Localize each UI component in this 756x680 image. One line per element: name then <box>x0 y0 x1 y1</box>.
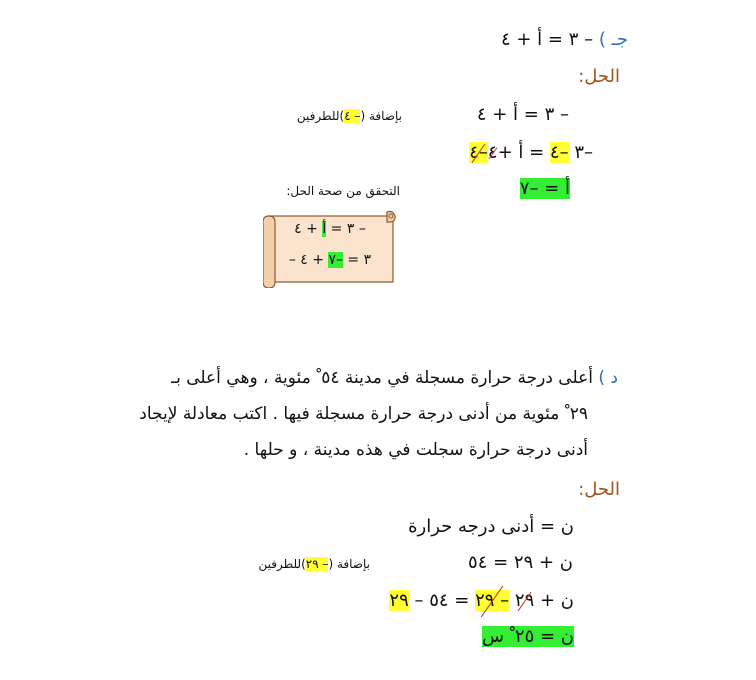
part-c-result-value: أ = –٧ <box>519 178 570 199</box>
part-c-step2-c: = أ + <box>497 142 550 163</box>
part-c-step2-d: ٤ <box>487 142 498 163</box>
part-d-result-value: ن = ٢٥ ْ س <box>481 626 574 647</box>
part-c-equation: – ٣ = أ + ٤ <box>500 29 594 50</box>
part-d-step2-e: = ٥٤ – <box>408 590 476 611</box>
part-c-add-note <box>278 109 402 123</box>
part-c-note-suffix: )للطرفين <box>296 109 345 123</box>
part-d-step1: ن + ٢٩ = ٥٤ <box>468 552 573 573</box>
part-d-problem-line1 <box>100 368 618 388</box>
part-d-letter: د ) <box>598 368 618 388</box>
part-d-problem-line2: ٢٩ ْ مئوية من أدنى درجة حرارة مسجلة فيها . اكتب معادلة لإيجاد <box>139 404 588 424</box>
part-c-step2-e: –٤ <box>469 142 488 163</box>
part-d-note-value: – ٢٩ <box>305 557 329 571</box>
check-line2-b: –٧ <box>328 252 343 268</box>
part-c-check-label: التحقق من صحة الحل: <box>286 184 400 198</box>
part-c-step2-b: –٤ <box>549 142 569 163</box>
part-d-note-prefix: بإضافة ( <box>328 557 370 571</box>
check-line1-a: – ٣ = <box>326 221 366 237</box>
part-d-step2 <box>376 590 574 611</box>
check-line2-c: + ٤ <box>300 252 329 268</box>
check-line1-c: + ٤ <box>294 221 323 237</box>
part-d-define: ن = أدنى درجه حرارة <box>408 516 574 537</box>
part-d-solution-label: الحل: <box>578 479 620 500</box>
part-c-step1: – ٣ = أ + ٤ <box>476 104 569 125</box>
check-line1-b: أ <box>322 221 327 237</box>
check-line2-a: – ٣ = <box>288 252 372 268</box>
part-d-result <box>470 626 574 647</box>
part-d-step2-d: – ٢٩ <box>475 590 510 611</box>
part-c-step2 <box>445 142 593 163</box>
part-c-step2-a: –٣ <box>568 142 593 163</box>
part-c-result <box>510 178 570 199</box>
part-c-letter: جـ ) <box>598 29 628 50</box>
check-scroll-box <box>263 210 397 286</box>
part-d-problem-line3: أدنى درجة حرارة سجلت في هذه مدينة ، و حلها . <box>243 440 588 460</box>
part-d-line1-text: أعلى درجة حرارة مسجلة في مدينة ٥٤ ْ مئوية ، وهي أعلى بـ <box>171 368 593 388</box>
part-d-step2-b: ٢٩ <box>514 590 535 611</box>
part-c-solution-label: الحل: <box>578 66 620 87</box>
part-c-heading <box>488 29 628 50</box>
part-d-add-note <box>240 557 370 571</box>
part-d-note-suffix: )للطرفين <box>258 557 306 571</box>
part-c-note-value: – ٤ <box>344 109 361 123</box>
part-d-step2-f: ٢٩ <box>389 590 409 611</box>
part-c-note-prefix: بإضافة ( <box>360 109 402 123</box>
check-line-1 <box>263 221 397 237</box>
check-line-2 <box>263 252 397 268</box>
part-d-step2-a: ن + <box>534 590 574 611</box>
